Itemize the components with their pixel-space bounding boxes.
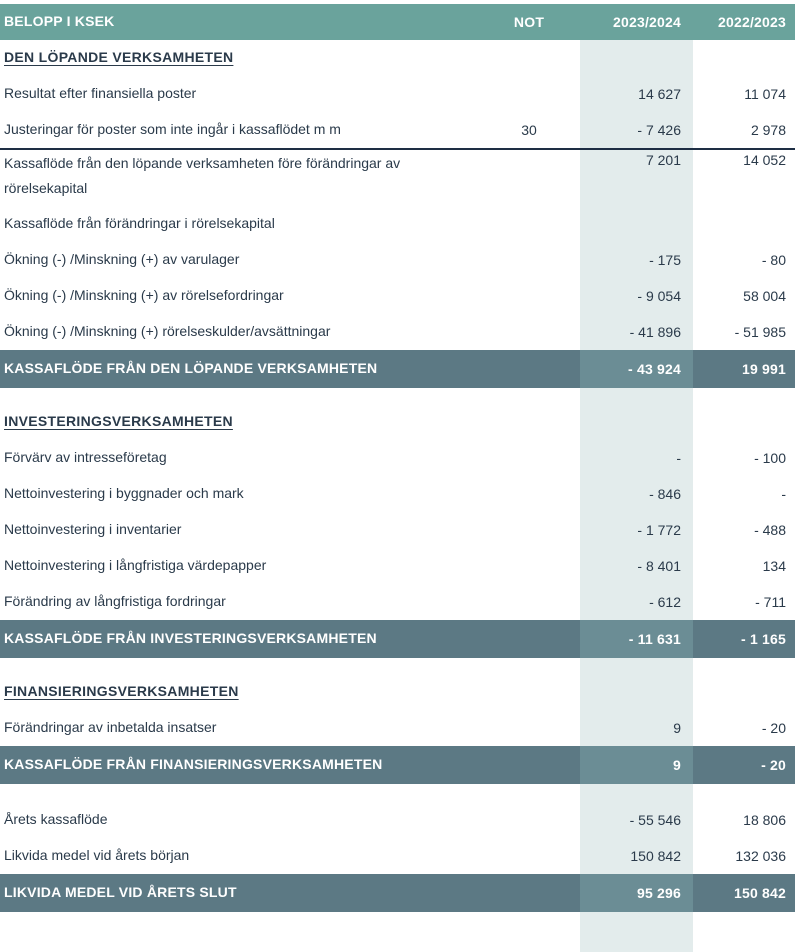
cash-flow-table — [0, 4, 795, 912]
total-row-operating: KASSAFLÖDE FRÅN DEN LÖPANDE VERKSAMHETEN - 43 924 19 991 — [0, 350, 795, 388]
total-row-investing: KASSAFLÖDE FRÅN INVESTERINGSVERKSAMHETEN - 11 631 - 1 165 — [0, 620, 795, 658]
subtotal-row: Kassaflöde från den löpande verksamheten före förändringar av rörelsekapital 7 201 14 052 — [0, 148, 795, 202]
table-row: Förvärv av intresseföretag - - 100 — [4, 449, 786, 466]
total-row-financing: KASSAFLÖDE FRÅN FINANSIERINGSVERKSAMHETEN 9 - 20 — [0, 746, 795, 784]
header-current-year: 2023/2024 — [613, 14, 681, 30]
section-title-financing: FINANSIERINGSVERKSAMHETEN — [4, 683, 239, 700]
table-row: Likvida medel vid årets början 150 842 132 036 — [4, 847, 786, 864]
header-previous-year: 2022/2023 — [718, 14, 786, 30]
note-reference: 30 — [521, 122, 537, 138]
table-row: Förändringar av inbetalda insatser 9 - 20 — [4, 719, 786, 736]
table-row: Justeringar för poster som inte ingår i kassaflödet m m 30 - 7 426 2 978 — [4, 121, 786, 138]
header-label: BELOPP I KSEK — [4, 13, 115, 30]
table-header — [0, 4, 795, 40]
table-row: Förändring av långfristiga fordringar - 612 - 711 — [4, 593, 786, 610]
table-row: Ökning (-) /Minskning (+) rörelseskulder/avsättningar - 41 896 - 51 985 — [4, 323, 786, 340]
working-capital-title: Kassaflöde från förändringar i rörelsekapital — [4, 215, 275, 232]
table-row: Resultat efter finansiella poster 14 627 11 074 — [4, 85, 786, 102]
table-row: Årets kassaflöde - 55 546 18 806 — [4, 811, 786, 828]
total-row-cash-end: LIKVIDA MEDEL VID ÅRETS SLUT 95 296 150 842 — [0, 874, 795, 912]
table-row: Nettoinvestering i långfristiga värdepapper - 8 401 134 — [4, 557, 786, 574]
table-row: Nettoinvestering i byggnader och mark - 846 - — [4, 485, 786, 502]
table-row: Ökning (-) /Minskning (+) av rörelsefordringar - 9 054 58 004 — [4, 287, 786, 304]
section-title-operating: DEN LÖPANDE VERKSAMHETEN — [4, 49, 234, 66]
table-row: Nettoinvestering i inventarier - 1 772 - 488 — [4, 521, 786, 538]
table-row: Ökning (-) /Minskning (+) av varulager - 175 - 80 — [4, 251, 786, 268]
header-not: NOT — [513, 14, 545, 30]
section-title-investing: INVESTERINGSVERKSAMHETEN — [4, 413, 233, 430]
